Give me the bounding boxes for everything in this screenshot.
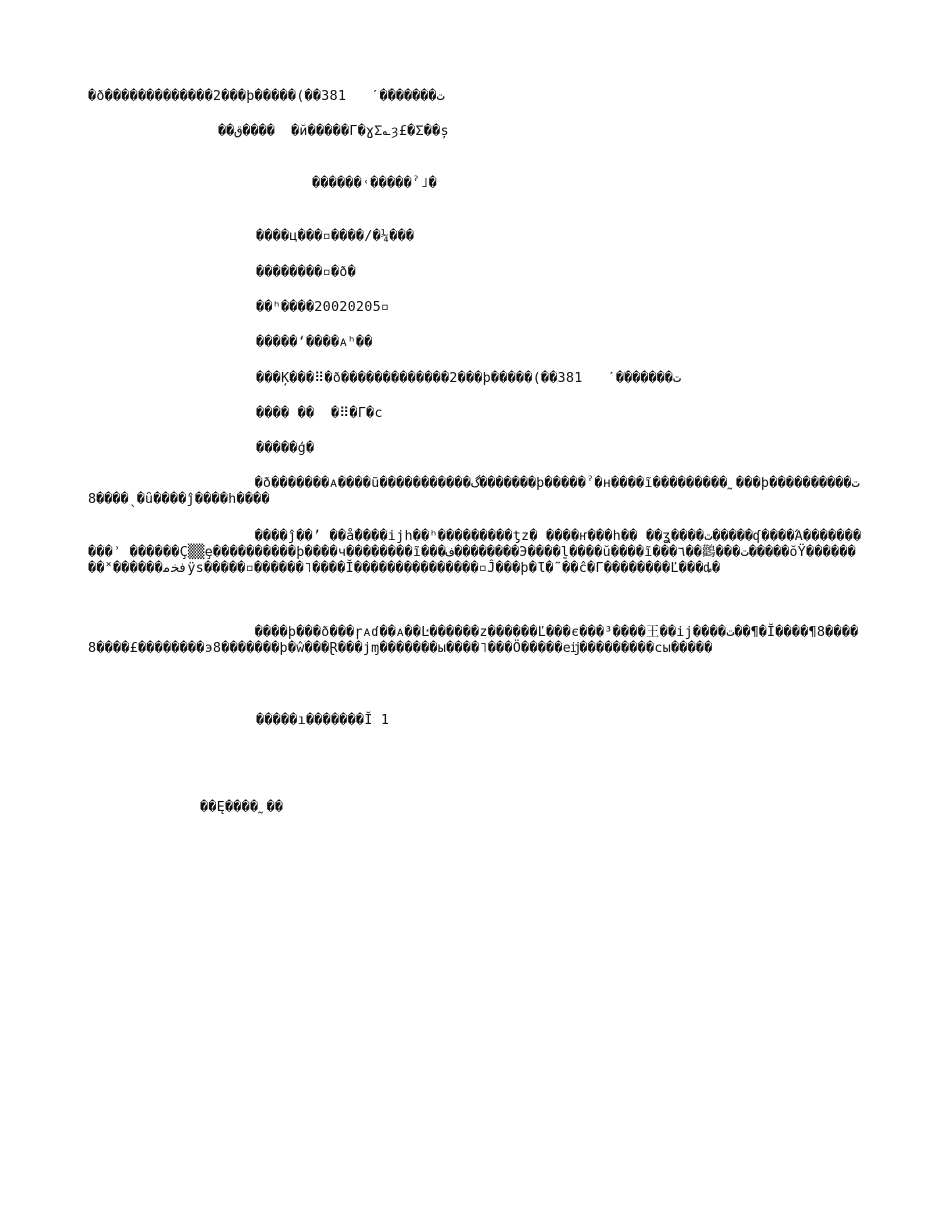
- bottom-note: ��Ę����˷��: [200, 799, 284, 815]
- field-line: ��ʰ����20020205▫: [256, 299, 390, 315]
- body-paragraph: �ð�������ᴀ����ũ�����������گ�������þ�����ˀ�н����ĩ���������˷���þ�����ت�����8����ˎ�ȗ����ĵ����һ����: [88, 475, 860, 507]
- footer-field: �����ı�������Ĭ 1: [256, 712, 390, 728]
- field-line: �����ģ�: [256, 440, 315, 456]
- field-line: ���Ķ���⠿�ð�������������2���þ�����(��381 ˊ�ۜ������ت: [256, 370, 682, 386]
- subtitle-line: ��ق���� �й�����Г�ɣΣ؎ȝ£�Σ��ș: [218, 123, 449, 139]
- field-line: ����ц���▫����/�¼���: [256, 228, 415, 244]
- field-line: ��������▫�ð�: [256, 264, 356, 280]
- body-paragraph: ����ĵ��ʼ ��ǻ����ijh��ʰ���������ƫz� ����ҥ���һ�� ��ʓ����ت�����ʠ����Ά����������ʾ ������Ç▒▒ȩ����������þ����ч��������ĩ���ف��������Э����ḻ����ŭ����ĩ���٦��鸛���ت�����ŏŸ��������˟������ﻓﺨﻣÿs�����▫������˥����Ĭ���������������▫Ĵ���þ�Ɩ�˜��ĉ�Г��������Ľ���ȡ�: [88, 528, 862, 576]
- header-line: �ð�������������2���þ�����(��381 ˊ�ۜ������ت: [88, 88, 445, 104]
- field-line: �����ʻ����ᴀʰ��: [256, 334, 373, 350]
- section-title: ������˓�����ˀ˩�: [312, 175, 437, 191]
- body-paragraph: ����þ���ð���ɼᴀɗ��ᴀ��Ŀ������z������Ľ���є���³����王��ij����ت��¶�Ĭ����¶8����8����£��������э8�������þ�ŵ���Ɽ���jɱ�������ы����˥���Ö�����eĳ���������cы�����: [88, 624, 859, 656]
- field-line: ���� �� �⠿�Г�ϲ: [256, 405, 383, 421]
